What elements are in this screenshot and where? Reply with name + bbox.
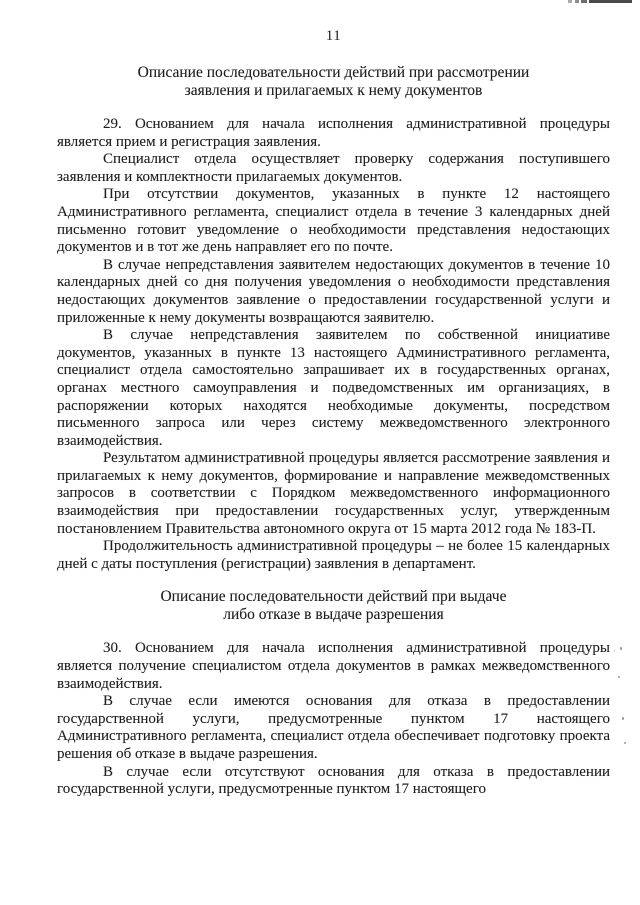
paragraph: В случае непредставления заявителем по собственной инициативе документов, указанных в пункте 13 настоящего Административного регламента, специалист отдела самостоятельно запрашивает их в государственных органах, органах местного самоуправления и подведомственных им организациях, в распоряжении которых находятся необходимые документы, посредством письменного запроса или через систему межведомственного электронного взаимодействия. [57, 327, 610, 449]
paragraph: В случае непредставления заявителем недостающих документов в течение 10 календарных дней со дня получения уведомления о необходимости представления недостающих документов заявление о предоставлении государственной услуги и приложенные к нему документы возвращаются заявителю. [57, 256, 610, 326]
paragraph: В случае если отсутствуют основания для отказа в предоставлении государственной услуги, предусмотренные пунктом 17 настоящего [57, 763, 610, 798]
section-issue-or-refusal [57, 588, 610, 798]
paragraph: Продолжительность административной процедуры – не более 15 календарных дней с даты поступления (регистрации) заявления в департамент. [57, 538, 610, 572]
scan-speck [624, 742, 626, 744]
paragraph: В случае если имеются основания для отказа в предоставлении государственной услуги, предусмотренные пунктом 17 настоящего Административного регламента, специалист отдела обеспечивает подготовку проекта решения об отказе в выдаче разрешения. [57, 693, 610, 762]
heading-line: заявления и прилагаемых к нему документов [184, 82, 483, 99]
section-heading [57, 588, 610, 624]
paragraph: 30. Основанием для начала исполнения административной процедуры является получение специалистом отдела документов в рамках межведомственного взаимодействия. [57, 640, 610, 692]
scan-speck [618, 676, 620, 678]
page-number: 11 [325, 28, 342, 44]
heading-line: Описание последовательности действий при выдаче [160, 588, 507, 606]
scan-speck [622, 717, 624, 720]
paragraph: 29. Основанием для начала исполнения административной процедуры является прием и регистрация заявления. [57, 116, 610, 150]
page-content [57, 0, 610, 799]
scan-speck [614, 650, 615, 652]
section-body [57, 640, 610, 798]
scan-speck [620, 647, 622, 650]
section-heading [57, 64, 610, 100]
paragraph: При отсутствии документов, указанных в пункте 12 настоящего Административного регламента, специалист отдела в течение 3 календарных дней письменно готовит уведомление о необходимости представления недостающих документов и в тот же день направляет его по почте. [57, 186, 610, 256]
paragraph: Результатом административной процедуры является рассмотрение заявления и прилагаемых к нему документов, формирование и направление межведомственных запросов в соответствии с Порядком межведомственного информационного взаимодействия при предоставлении государственных услуг, утвержденным постановлением Правительства автономного округа от 15 марта 2012 года № 183-П. [57, 450, 610, 537]
section-body [57, 116, 610, 573]
heading-line: либо отказе в выдаче разрешения [223, 606, 444, 624]
section-review-of-application [57, 64, 610, 573]
paragraph: Специалист отдела осуществляет проверку содержания поступившего заявления и комплектности прилагаемых документов. [57, 151, 610, 185]
heading-line: Описание последовательности действий при рассмотрении [137, 64, 530, 81]
